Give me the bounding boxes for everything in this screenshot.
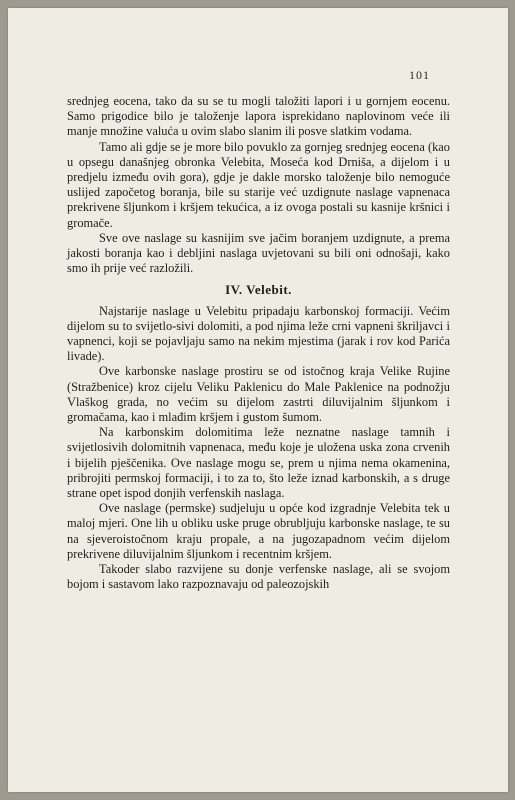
- paragraph: Tamo ali gdje se je more bilo povuklo za gornjeg srednjeg eocena (kao u opsegu današnjeg obronka Velebita, Moseća kod Drniša, a dijelom i u predjelu između ovih gora), gdje je dakle morsko taloženje bilo nemoguće uslijed započetog boranja, bile su starije već uzdignute naslage vapnenaca prekrivene šljunkom i kršjem tekućica, a iz ovoga postali su kasnije kršnici i gromače.: [67, 139, 450, 230]
- paragraph: Najstarije naslage u Velebitu pripadaju karbonskoj formaciji. Većim dijelom su to svijetlo-sivi dolomiti, a pod njima leže crni vapneni škriljavci i vapnenci, koji se pojavljaju samo na nekim mjestima (jarak i rov kod Parića livade).: [67, 303, 450, 364]
- book-page: [8, 8, 508, 792]
- paragraph: Ove karbonske naslage prostiru se od istočnog kraja Velike Rujine (Stražbenice) kroz cijelu Veliku Paklenicu do Male Paklenice na podnožju Vlaškog grada, no većim su dijelom zastrti diluvijalnim šljunkom i gromačama, kao i mlađim kršjem i gustom šumom.: [67, 364, 450, 425]
- paragraph: Sve ove naslage su kasnijim sve jačim boranjem uzdignute, a prema jakosti boranja kao i debljini naslaga uvjetovani su bili oni odnošaji, kako smo ih prije već razložili.: [67, 230, 450, 276]
- paragraph: Na karbonskim dolomitima leže neznatne naslage tamnih i svijetlosivih dolomitnih vapnenaca, među koje je uložena uska zona crvenih i bijelih pješčenika. Ove naslage mogu se, prem u njima nema okamenina, pribrojiti permskoj formaciji, i to za to, što leže iznad karbonskih, a s druge strane opet ispod donjih verfenskih naslaga.: [67, 425, 450, 501]
- paragraph: Takoder slabo razvijene su donje verfenske naslage, ali se svojom bojom i sastavom lako razpoznavaju od paleozojskih: [67, 562, 450, 592]
- page-number: 101: [409, 68, 430, 82]
- section-heading: IV. Velebit.: [225, 282, 292, 298]
- paragraph: Ove naslage (permske) sudjeluju u opće kod izgradnje Velebita tek u maloj mjeri. One lih u obliku uske pruge obrubljuju karbonske naslage, te su na sjeveroistočnom kraju propale, a na jugozapadnom većim dijelom prekrivene diluvijalnim šljunkom i recentnim kršjem.: [67, 501, 450, 561]
- body-text: [67, 94, 450, 593]
- paragraph: srednjeg eocena, tako da su se tu mogli taložiti lapori i u gornjem eocenu. Samo prigodice bilo je taloženje lapora isprekidano naplovinom veće ili manje množine valuća u ovim slabo slanim ili posve slatkim vodama.: [67, 94, 450, 139]
